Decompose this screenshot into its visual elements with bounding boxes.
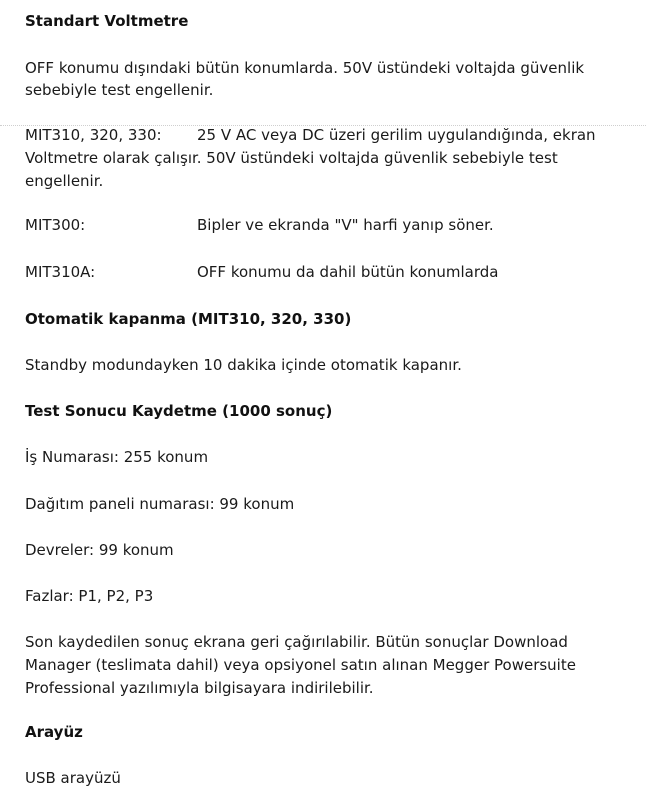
mit310-row — [25, 124, 596, 146]
mit310a-row — [25, 261, 499, 283]
store-job: İş Numarası: 255 konum — [25, 448, 209, 466]
interface-text: USB arayüzü — [25, 769, 121, 787]
mit310-text-line: Voltmetre olarak çalışır. 50V üstündeki voltajda güvenlik sebebiyle test — [25, 149, 558, 167]
mit300-text: Bipler ve ekranda "V" harfi yanıp söner. — [197, 216, 494, 234]
store-heading: Test Sonucu Kaydetme (1000 sonuç) — [25, 402, 333, 420]
mit310a-text: OFF konumu da dahil bütün konumlarda — [197, 263, 499, 281]
store-panel: Dağıtım paneli numarası: 99 konum — [25, 495, 295, 513]
store-text-line: Son kaydedilen sonuç ekrana geri çağırılabilir. Bütün sonuçlar Download — [25, 633, 568, 651]
autooff-text: Standby modundayken 10 dakika içinde otomatik kapanır. — [25, 356, 462, 374]
voltmeter-text-line: sebebiyle test engellenir. — [25, 81, 214, 99]
store-phases: Fazlar: P1, P2, P3 — [25, 587, 154, 605]
autooff-heading: Otomatik kapanma (MIT310, 320, 330) — [25, 310, 352, 328]
mit300-label: MIT300: — [25, 216, 86, 234]
store-text-line: Manager (teslimata dahil) veya opsiyonel satın alınan Megger Powersuite — [25, 656, 576, 674]
mit310a-label: MIT310A: — [25, 263, 96, 281]
store-text-line: Professional yazılımıyla bilgisayara indirilebilir. — [25, 679, 374, 697]
mit310-text: 25 V AC veya DC üzeri gerilim uygulandığında, ekran — [197, 126, 596, 144]
voltmeter-heading: Standart Voltmetre — [25, 12, 189, 30]
store-circuits: Devreler: 99 konum — [25, 541, 174, 559]
mit310-label: MIT310, 320, 330: — [25, 126, 162, 144]
mit300-row — [25, 214, 494, 236]
voltmeter-text-line: OFF konumu dışındaki bütün konumlarda. 50V üstündeki voltajda güvenlik — [25, 59, 585, 77]
interface-heading: Arayüz — [25, 723, 83, 741]
mit310-text-line: engellenir. — [25, 172, 104, 190]
